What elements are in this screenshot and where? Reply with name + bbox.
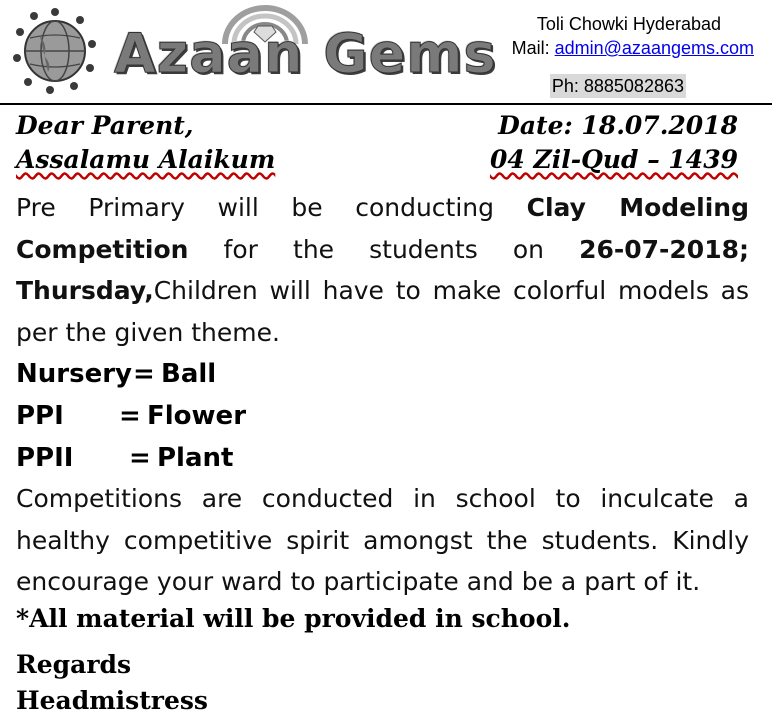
material-note: *All material will be provided in school. [16, 604, 571, 633]
greeting: Dear Parent, [16, 111, 194, 140]
salutation: Assalamu Alaikum [16, 145, 276, 174]
letterhead [0, 0, 772, 104]
greeting-row [16, 109, 738, 143]
address: Toli Chowki Hyderabad [536, 14, 721, 34]
theme-row-nursery [16, 354, 217, 394]
mail-label: Mail: [511, 38, 550, 58]
header-divider [0, 103, 772, 105]
intro-paragraph [16, 187, 749, 353]
letter-date: Date: 18.07.2018 [498, 111, 738, 140]
salutation-row [16, 143, 738, 177]
theme-value: Ball [161, 359, 217, 389]
intro-text-1: Pre Primary will be conducting [16, 193, 527, 222]
theme-value: Plant [157, 443, 234, 473]
event-name: Clay Modeling Competition [16, 193, 749, 264]
phone-number: Ph: 8885082863 [551, 76, 684, 96]
mail-line [434, 36, 754, 60]
hijri-date: 04 Zil-Qud – 1439 [489, 145, 738, 174]
theme-class: Nursery [16, 359, 132, 389]
theme-row-ppii [16, 438, 234, 478]
theme-sep: = [129, 443, 151, 473]
theme-value: Flower [147, 401, 247, 431]
event-date: 26-07-2018; Thursday, [16, 234, 749, 305]
theme-row-ppi [16, 396, 247, 436]
theme-class: PPII [16, 443, 74, 473]
intro-text-3: Children will have to make colorful models as per the given theme. [16, 276, 749, 347]
theme-sep: = [119, 401, 141, 431]
brand-logo: Azaan Gems [114, 22, 497, 85]
contact-block [434, 12, 754, 96]
email-link[interactable]: admin@azaangems.com [554, 38, 754, 58]
intro-text-2: for the students on [188, 234, 580, 264]
regards: Regards [16, 650, 132, 679]
theme-class: PPI [16, 401, 64, 431]
theme-sep: = [133, 359, 155, 389]
globe-children-logo-icon [10, 6, 100, 96]
signatory: Headmistress [16, 686, 209, 715]
closing-paragraph: Competitions are conducted in school to inculcate a healthy competitive spirit amongst the students. Kindly encourage your ward to participate and be a part of it. [16, 484, 749, 596]
